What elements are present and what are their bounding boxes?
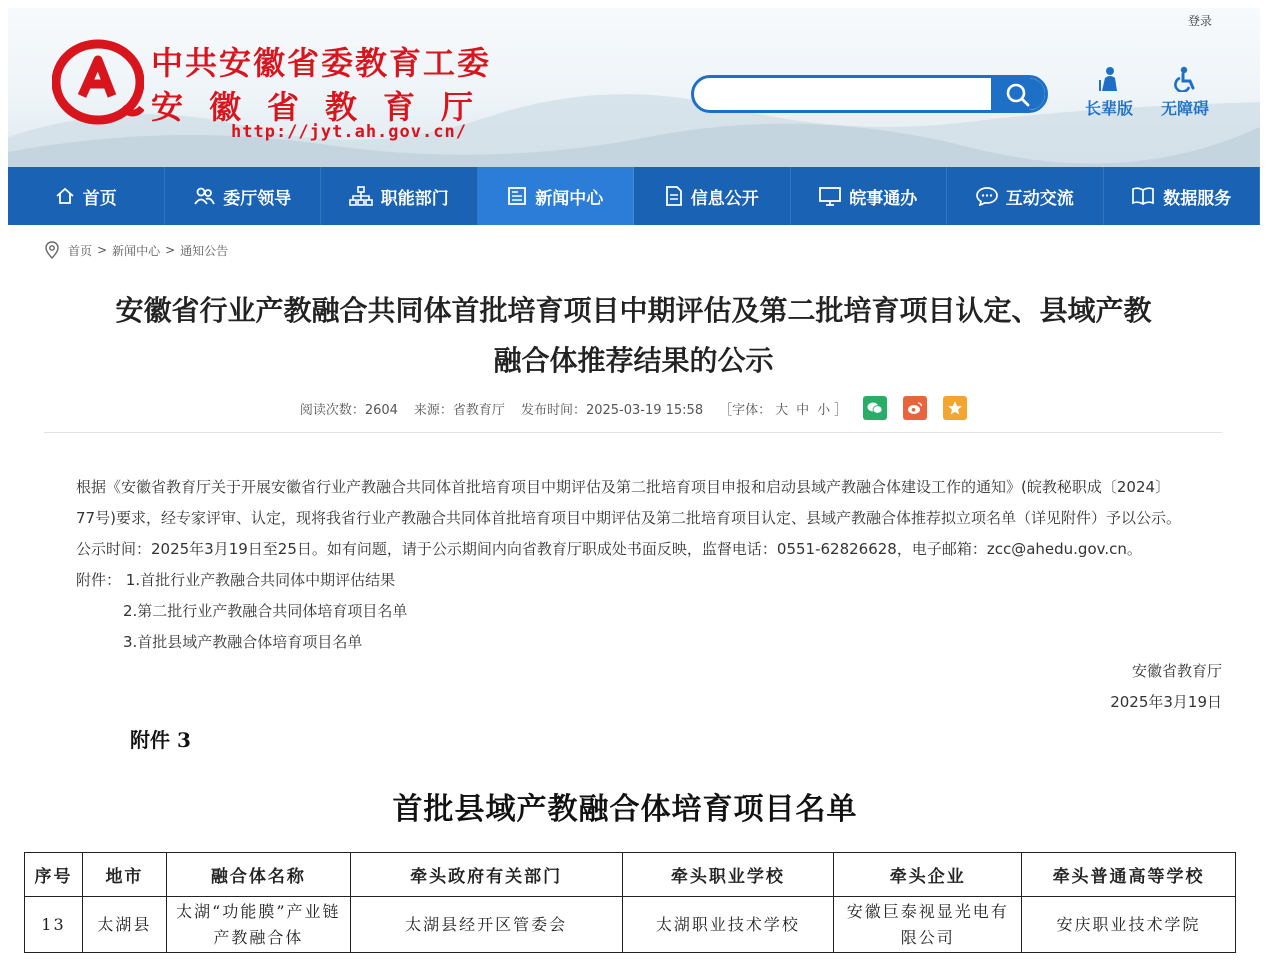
table-header-row — [25, 853, 1236, 897]
divider — [44, 432, 1222, 433]
column-header: 序号 — [25, 853, 83, 897]
nav-leaders[interactable] — [165, 167, 322, 225]
nav-label: 首页 — [82, 188, 117, 209]
attachment-list — [76, 565, 1226, 658]
column-header: 牵头政府有关部门 — [350, 853, 622, 897]
accessibility-button[interactable] — [1149, 66, 1221, 119]
breadcrumb — [44, 241, 228, 259]
location-pin-icon — [44, 241, 60, 259]
table-cell: 太湖县经开区管委会 — [350, 897, 622, 953]
search-box — [691, 75, 1048, 113]
view-count: 阅读次数：2604 — [299, 402, 398, 418]
paragraph-line: 根据《安徽省教育厅关于开展安徽省行业产教融合共同体首批培育项目中期评估及第二批培育项目申报和启动县域产教融合体建设工作的通知》(皖教秘职成〔2024〕 — [76, 478, 1171, 496]
annex-table-title: 首批县域产教融合体培育项目名单 — [392, 792, 858, 827]
breadcrumb-news-center[interactable]: 新闻中心 — [112, 243, 161, 258]
font-size-medium[interactable]: 中 — [796, 402, 810, 418]
article-title-line2: 融合体推荐结果的公示 — [493, 344, 774, 377]
search-button[interactable] — [991, 78, 1045, 110]
nav-label: 数据服务 — [1163, 188, 1232, 209]
accessibility-icon — [1172, 66, 1198, 92]
nav-data-service[interactable] — [1104, 167, 1261, 225]
table-cell: 太湖“功能膜”产业链产教融合体 — [166, 897, 350, 953]
people-icon — [193, 186, 215, 206]
project-table — [24, 852, 1236, 953]
breadcrumb-home[interactable]: 首页 — [68, 243, 93, 258]
article-source: 来源：省教育厅 — [413, 402, 505, 418]
monitor-icon — [819, 186, 841, 206]
org-chart-icon — [349, 186, 373, 206]
column-header: 牵头职业学校 — [622, 853, 834, 897]
logo-icon[interactable] — [52, 38, 144, 126]
column-header: 牵头普通高等学校 — [1022, 853, 1236, 897]
site-header — [8, 8, 1260, 167]
column-header: 融合体名称 — [166, 853, 350, 897]
favorite-button[interactable] — [943, 396, 967, 420]
font-size-prefix: ［字体： — [719, 402, 772, 418]
chat-icon — [976, 186, 998, 206]
nav-news-center[interactable] — [478, 167, 635, 225]
nav-label: 信息公开 — [690, 188, 759, 209]
logo-title-line1: 中共安徽省委教育工委 — [151, 44, 492, 82]
table-cell: 安庆职业技术学院 — [1022, 897, 1236, 953]
article-title-line1: 安徽省行业产教融合共同体首批培育项目中期评估及第二批培育项目认定、县域产教 — [115, 294, 1152, 327]
breadcrumb-separator: > — [165, 243, 176, 257]
book-icon — [1131, 186, 1155, 206]
logo-title-line2: 安徽省教育厅 — [151, 88, 500, 126]
table-cell: 安徽巨泰视显光电有限公司 — [834, 897, 1022, 953]
home-icon — [55, 186, 75, 206]
main-nav — [8, 167, 1260, 225]
login-link[interactable]: 登录 — [1187, 14, 1212, 28]
breadcrumb-notices[interactable]: 通知公告 — [180, 243, 229, 258]
table-row — [25, 897, 1236, 953]
attachment-link-3[interactable]: 3.首批县域产教融合体培育项目名单 — [123, 633, 363, 651]
document-icon — [665, 186, 683, 206]
column-header: 地市 — [82, 853, 166, 897]
attachment-link-2[interactable]: 2.第二批行业产教融合共同体培育项目名单 — [123, 602, 408, 620]
nav-info-disclosure[interactable] — [634, 167, 791, 225]
font-size-large[interactable]: 大 — [775, 402, 789, 418]
star-icon — [947, 400, 963, 416]
signer: 安徽省教育厅 — [1131, 662, 1222, 680]
attachment-label: 附件： — [76, 571, 122, 589]
nav-label: 职能部门 — [380, 188, 449, 209]
nav-gov-service[interactable] — [791, 167, 948, 225]
article-paragraph-1 — [76, 472, 1226, 534]
nav-home[interactable] — [8, 167, 165, 225]
nav-interaction[interactable] — [947, 167, 1104, 225]
table-cell: 13 — [25, 897, 83, 953]
wechat-icon — [867, 401, 883, 415]
font-size-suffix: ］ — [834, 402, 848, 418]
elder-mode-label: 长辈版 — [1084, 99, 1133, 118]
font-size-small[interactable]: 小 — [817, 402, 831, 418]
article-paragraph-2: 公示时间：2025年3月19日至25日。如有问题，请于公示期间内向省教育厅职成处书面反映，监督电话：0551-62826628，电子邮箱：zcc@ahedu.gov.cn。 — [76, 540, 1142, 558]
publish-time: 发布时间：2025-03-19 15:58 — [520, 402, 704, 418]
table-cell: 太湖县 — [82, 897, 166, 953]
nav-label: 互动交流 — [1005, 188, 1074, 209]
news-icon — [507, 186, 527, 206]
sign-date: 2025年3月19日 — [1110, 693, 1222, 711]
elder-icon — [1096, 66, 1122, 92]
nav-label: 新闻中心 — [535, 188, 604, 209]
search-input[interactable] — [694, 78, 992, 110]
annex-label: 附件 3 — [130, 728, 191, 752]
nav-departments[interactable] — [321, 167, 478, 225]
nav-label: 委厅领导 — [223, 188, 292, 209]
table-cell: 太湖职业技术学校 — [622, 897, 834, 953]
search-icon — [991, 78, 1045, 110]
weibo-icon — [907, 401, 923, 415]
share-weibo-button[interactable] — [903, 396, 927, 420]
paragraph-line: 77号)要求，经专家评审、认定，现将我省行业产教融合共同体首批培育项目中期评估及第二批培育项目认定、县域产教融合体推荐拟立项名单（详见附件）予以公示。 — [76, 509, 1181, 527]
article-meta — [0, 396, 1267, 420]
nav-label: 皖事通办 — [849, 188, 918, 209]
elder-mode-button[interactable] — [1073, 66, 1145, 119]
share-wechat-button[interactable] — [863, 396, 887, 420]
accessibility-label: 无障碍 — [1160, 99, 1209, 118]
attachment-link-1[interactable]: 1.首批行业产教融合共同体中期评估结果 — [125, 571, 396, 589]
logo-url: http://jyt.ah.gov.cn/ — [231, 122, 467, 142]
article-title — [40, 286, 1227, 386]
column-header: 牵头企业 — [834, 853, 1022, 897]
breadcrumb-separator: > — [97, 243, 108, 257]
